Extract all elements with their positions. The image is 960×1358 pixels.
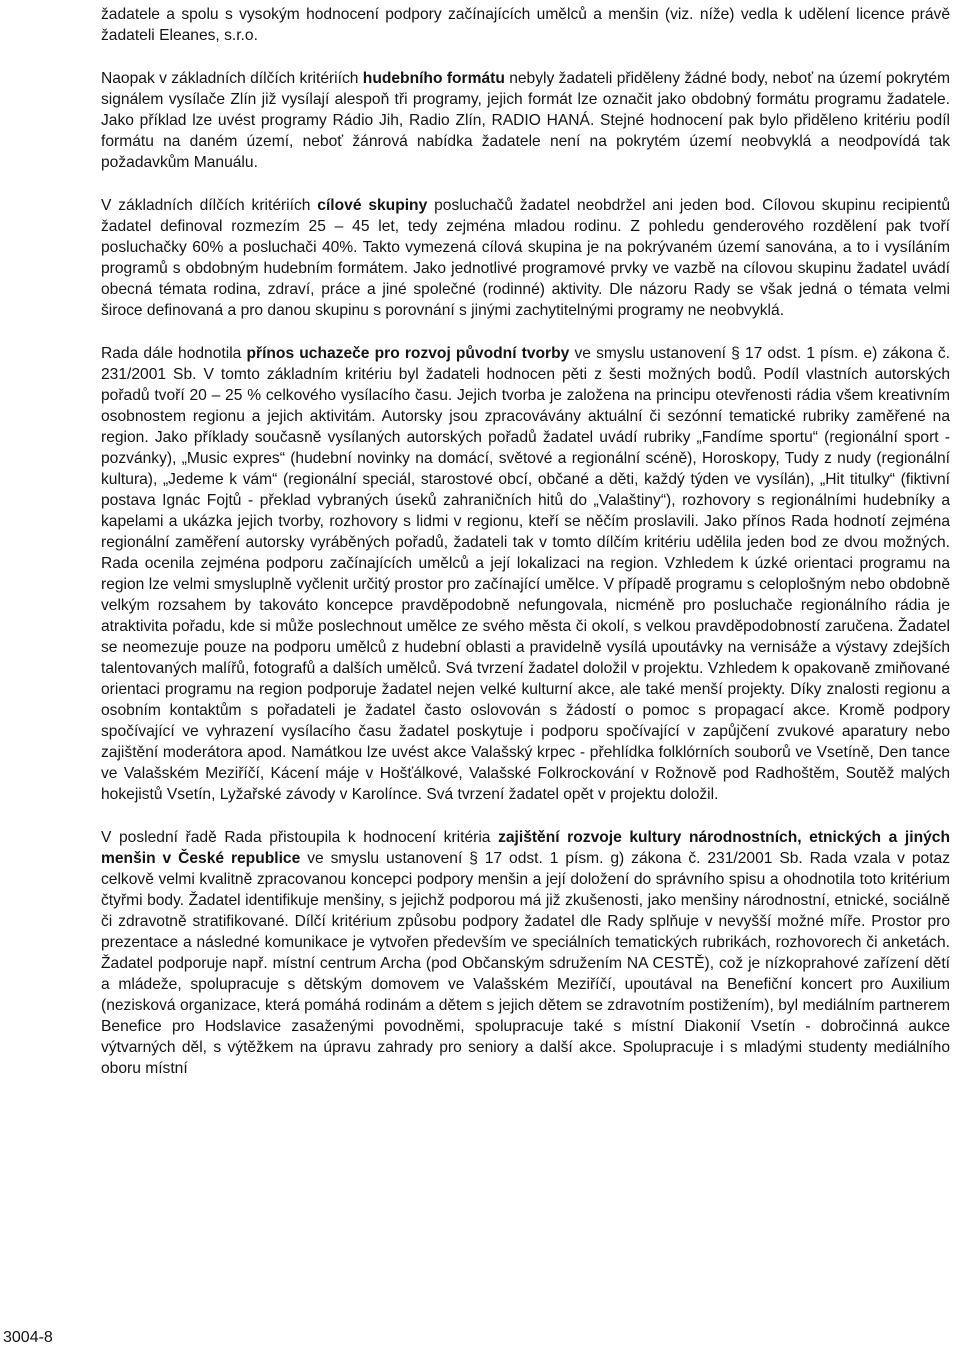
bold-term: cílové skupiny [317, 197, 428, 214]
paragraph-text: V základních dílčích kritériích [101, 197, 318, 214]
paragraph-original-production [101, 343, 950, 805]
paragraph-music-format [101, 68, 950, 173]
paragraph-intro [101, 4, 950, 46]
page-number: 3004-8 [3, 1329, 53, 1346]
paragraph-text: žadatele a spolu s vysokým hodnocení podpory začínajících umělců a menšin (viz. níže) vedla k udělení licence právě žadateli Eleanes, s.r.o. [101, 6, 950, 44]
paragraph-text: nebyly žadateli přiděleny žádné body, neboť na území pokrytém signálem vysílače Zlín již vysílají alespoň tři programy, jejich formát lze označit jako obdobný formátu programu žadatele. Jako příklad lze uvést programy Rádio Jih, Radio Zlín, RADIO HANÁ. Stejné hodnocení pak bylo přiděleno kritériu podíl formátu na daném území, neboť žánrová nabídka žadatele není na pokrytém území neobvyklá a neodpovídá tak požadavkům Manuálu. [101, 70, 951, 171]
paragraph-text: Rada dále hodnotila [101, 345, 247, 362]
paragraph-text: V poslední řadě Rada přistoupila k hodnocení kritéria [101, 829, 499, 846]
paragraph-text: ve smyslu ustanovení § 17 odst. 1 písm. g) zákona č. 231/2001 Sb. Rada vzala v potaz celkově velmi kvalitně zpracovanou koncepci podpory menšin a její doložení do správního spisu a ohodnotila toto kritérium čtyřmi body. Žadatel identifikuje menšiny, s jejichž podporou má již zkušenosti, jako menšiny národnostní, etnické, sociálně či zdravotně stratifikované. Dílčí kritérium způsobu podpory žadatel dle Rady splňuje v nevyšší možné míře. Prostor pro prezentace a následné komunikace je vytvořen především ve speciálních tematických rubrikách, rozhovorech či anketách. Žadatel podporuje např. místní centrum Archa (pod Občanským sdružením NA CESTĚ), což je nízkoprahové zařízení dětí a mládeže, spolupracuje s dětským domovem ve Valašském Meziříčí, upoutával na Benefiční koncert pro Auxilium (nezisková organizace, která pomáhá rodinám a dětem s jejich dětem se zdravotním postižením), byl mediálním partnerem Benefice pro Hodslavice zasaženými povodněmi, spolupracuje také s místní Diakonií Vsetín - dobročinná aukce výtvarných děl, s výtěžkem na úpravu zahrady pro seniory a další akce. Spolupracuje i s mladými studenty mediálního oboru místní [101, 850, 950, 1077]
paragraph-text: Naopak v základních dílčích kritériích [101, 70, 363, 87]
paragraph-text: ve smyslu ustanovení § 17 odst. 1 písm. e) zákona č. 231/2001 Sb. V tomto základním kritériu byl žadateli hodnocen pěti z šesti možných bodů. Podíl vlastních autorských pořadů tvoří 20 – 25 % celkového vysílacího času. Jejich tvorba je založena na principu otevřenosti rádia všem kreativním osobnostem regionu a jejich aktivitám. Autorsky jsou zpracovávány aktuální či sezónní tematické rubriky zaměřené na region. Jako příklady současně vysílaných autorských pořadů žadatel uvádí rubriky „Fandíme sportu“ (regionální sport - pozvánky), „Music expres“ (hudební novinky na domácí, světové a regionální scéně), Horoskopy, Tudy z nudy (regionální kultura), „Jedeme k vám“ (regionální speciál, starostové obcí, občané a děti, každý týden ve vysílán), „Hit titulky“ (fiktivní postava Ignác Fojtů - překlad vybraných úseků zahraničních hitů do „Valaštiny“), rozhovory s regionálními hudebníky a kapelami a ukázka jejich tvorby, rozhovory s lidmi v regionu, kteří se něčím proslavili. Jako přínos Rada hodnotí zejména regionální zaměření autorsky vyráběných pořadů, žadateli tak v tomto dílčím kritériu udělila jeden bod ze dvou možných. Rada ocenila zejména podporu začínajících umělců a její lokalizaci na region. Vzhledem k úzké orientaci programu na region lze velmi smysluplně vyčlenit určitý prostor pro začínající umělce. V případě programu s celoplošným nebo obdobně velkým rozsahem by takováto koncepce pravděpodobně nefungovala, nicméně pro posluchače regionálního rádia je atraktivita pořadu, kde si může poslechnout umělce ze svého města či okolí, s velkou pravděpodobností zaručena. Žadatel se neomezuje pouze na podporu umělců z hudební oblasti a pravidelně vysílá upoutávky na vernisáže a výstavy zdejších talentovaných malířů, fotografů a dalších umělců. Svá tvrzení žadatel doložil v projektu. Vzhledem k opakovaně zmiňované orientaci programu na region podporuje žadatel nejen velké kulturní akce, ale také menší projekty. Díky znalosti regionu a osobním kontaktům s pořadateli je žadatel často oslovován s žádostí o pomoc s propagací akce. Kromě podpory spočívající ve vyhrazení vysílacího času žadatel poskytuje i podporu spočívající v zapůjčení zvukové aparatury nebo zajištění moderátora apod. Namátkou lze uvést akce Valašský krpec - přehlídka folklórních souborů ve Vsetíně, Den tance ve Valašském Meziříčí, Kácení máje v Hošťálkové, Valašské Folkrockování v Rožnově pod Radhoštěm, Soutěž malých hokejistů Vsetín, Lyžařské závody v Karolínce. Svá tvrzení žadatel opět v projektu doložil. [101, 345, 950, 803]
paragraph-text: posluchačů žadatel neobdržel ani jeden bod. Cílovou skupinu recipientů žadatel definoval rozmezím 25 – 45 let, tedy zejména mladou rodinu. Z pohledu genderového rozdělení pak tvoří posluchačky 60% a posluchači 40%. Takto vymezená cílová skupina je na pokrývaném území sanována, a to i vysíláním programů s obdobným hudebním formátem. Jako jednotlivé programové prvky ve vazbě na cílovou skupinu žadatel uvádí obecná témata rodina, zdraví, práce a jiné společné (rodinné) aktivity. Dle názoru Rady se však jedná o témata velmi široce definovaná a pro danou skupinu s porovnání s jinými zachytitelnými programy ne neobvyklá. [101, 197, 950, 319]
bold-term: zajištění rozvoje kultury národnostních, etnických a jiných menšin v České republice [101, 829, 950, 867]
paragraph-target-group [101, 195, 950, 321]
bold-term: přínos uchazeče pro rozvoj původní tvorby [246, 345, 570, 362]
document-body [101, 4, 950, 1101]
bold-term: hudebního formátu [362, 70, 505, 87]
paragraph-minorities [101, 827, 950, 1079]
